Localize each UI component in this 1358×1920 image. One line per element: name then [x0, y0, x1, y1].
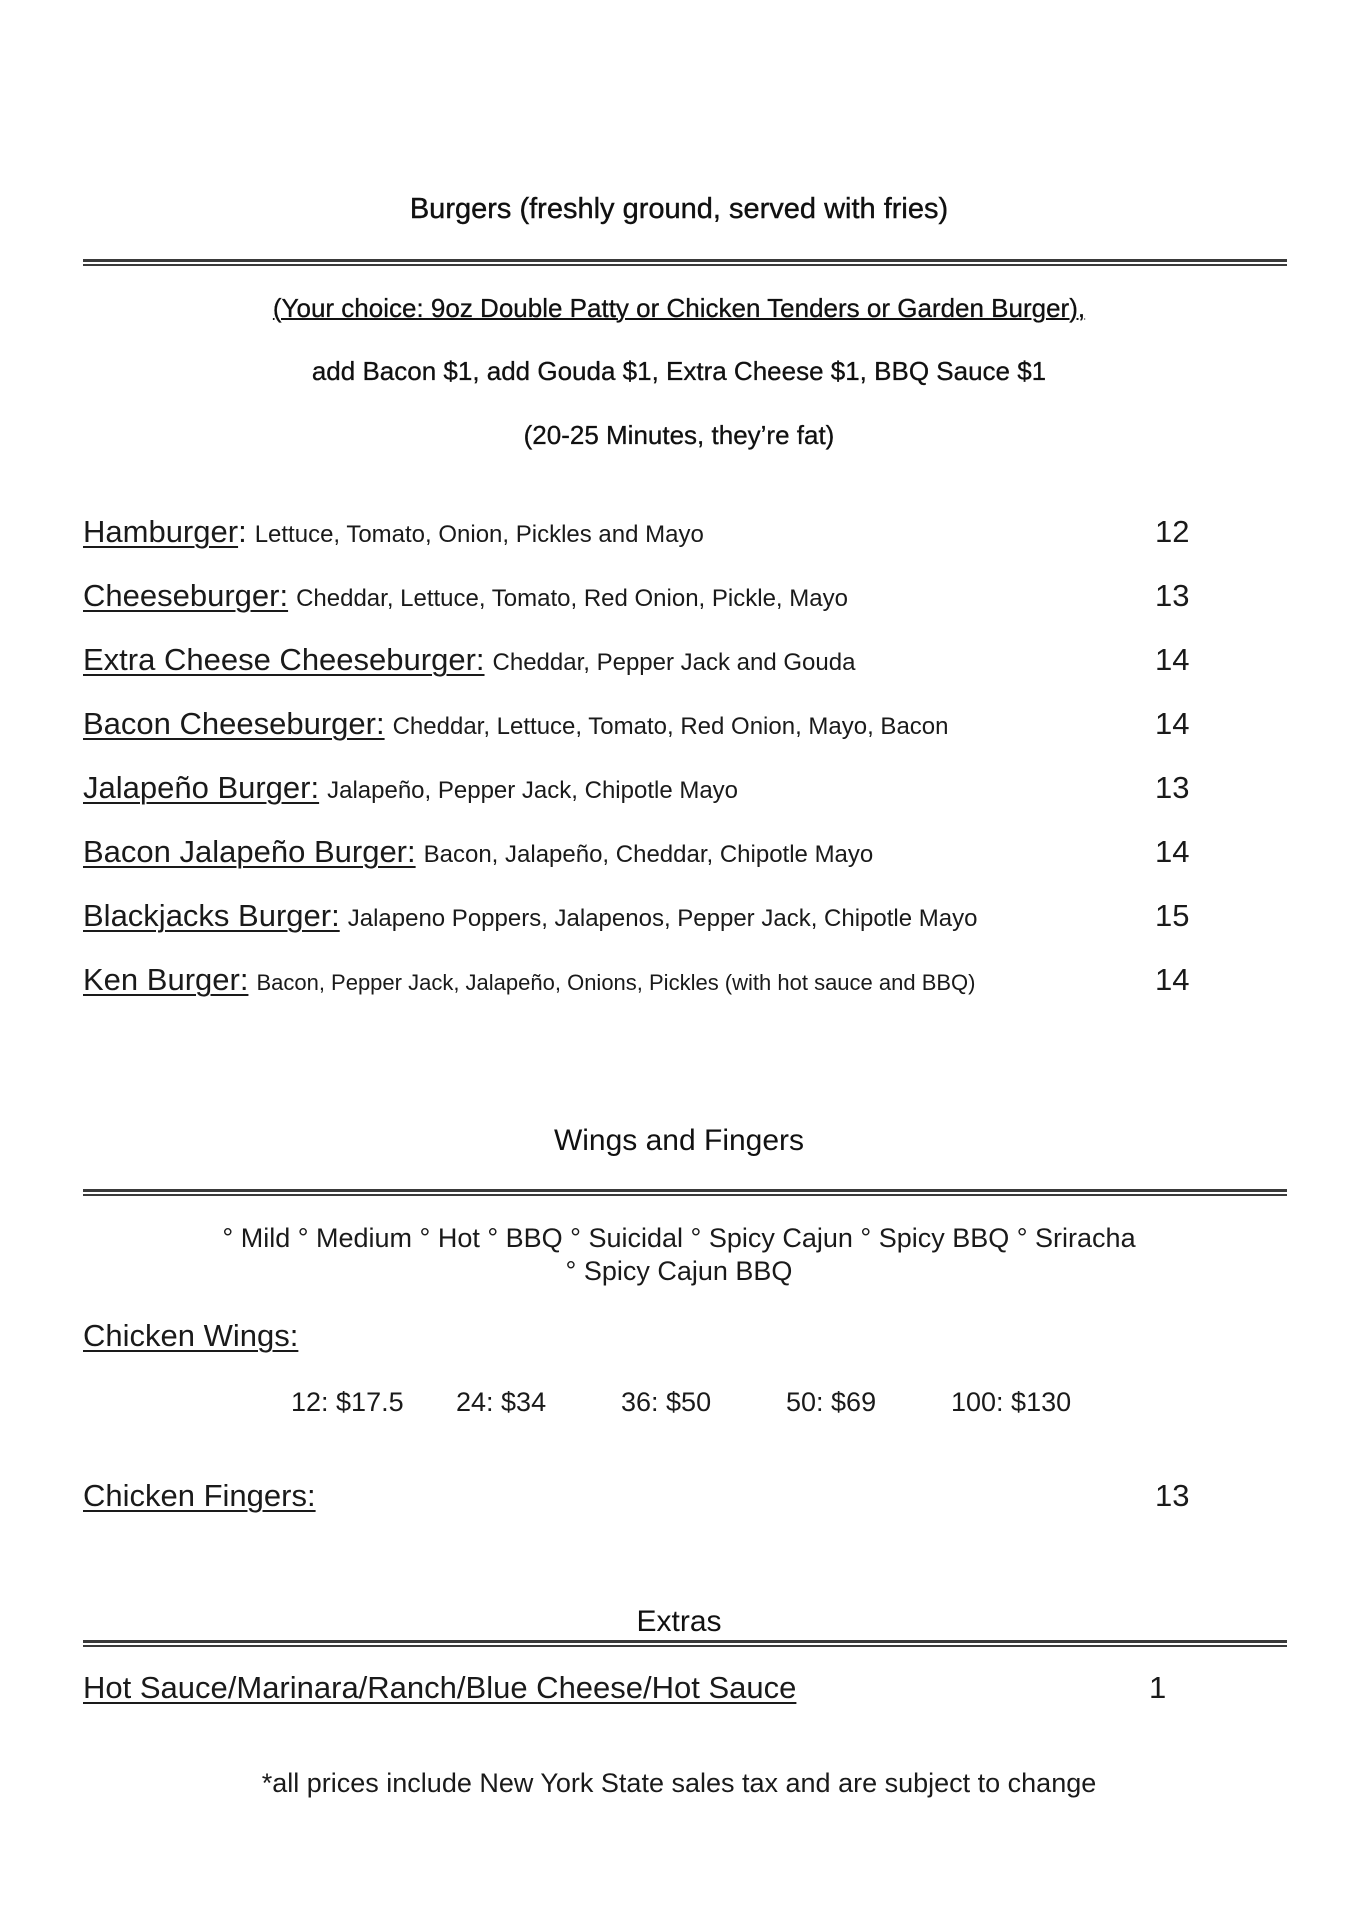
wings-section-title: Wings and Fingers — [553, 1124, 805, 1157]
menu-item-name: Extra Cheese Cheeseburger: — [83, 642, 485, 677]
menu-item-price: 14 — [1155, 962, 1190, 997]
burgers-time-note: (20-25 Minutes, they’re fat) — [523, 420, 835, 450]
menu-item-price: 13 — [1155, 578, 1190, 613]
menu-item-name: Bacon Cheeseburger: — [83, 706, 385, 741]
chicken-fingers-label: Chicken Fingers: — [83, 1478, 316, 1513]
menu-item-blackjacks-burger — [83, 898, 1203, 938]
extras-item-name: Hot Sauce/Marinara/Ranch/Blue Cheese/Hot Sauce — [83, 1670, 797, 1705]
menu-item-description: Cheddar, Lettuce, Tomato, Red Onion, Mayo, Bacon — [392, 713, 949, 740]
menu-item-price: 14 — [1155, 706, 1190, 741]
menu-item-price: 14 — [1155, 642, 1190, 677]
menu-item-cheeseburger — [83, 578, 1203, 618]
menu-item-extra-cheese-cheeseburger — [83, 642, 1203, 682]
menu-item-name: Jalapeño Burger: — [83, 770, 320, 805]
extras-item-row — [83, 1670, 1203, 1710]
menu-item-price: 13 — [1155, 770, 1190, 805]
menu-item-name: Cheeseburger: — [83, 578, 289, 613]
chicken-wings-label: Chicken Wings: — [83, 1318, 299, 1353]
chicken-fingers-row — [83, 1478, 1203, 1518]
menu-item-description: Jalapeño, Pepper Jack, Chipotle Mayo — [327, 777, 739, 804]
menu-item-price: 14 — [1155, 834, 1190, 869]
extras-section-rule — [83, 1640, 1287, 1647]
menu-item-name: Blackjacks Burger: — [83, 898, 340, 933]
wing-price-12: 12: $17.5 — [291, 1387, 404, 1417]
chicken-fingers-price: 13 — [1155, 1478, 1190, 1513]
burgers-choice-note-text: (Your choice: 9oz Double Patty or Chicken Tenders or Garden Burger), — [272, 293, 1086, 323]
wing-price-36: 36: $50 — [621, 1387, 712, 1417]
menu-item-price: 15 — [1155, 898, 1190, 933]
menu-item-description: Lettuce, Tomato, Onion, Pickles and Mayo — [254, 521, 704, 548]
menu-item-colon: : — [238, 514, 247, 549]
menu-item-description: Bacon, Pepper Jack, Jalapeño, Onions, Pickles (with hot sauce and BBQ) — [256, 970, 976, 995]
menu-item-name: Hamburger — [83, 514, 239, 549]
tax-footnote: *all prices include New York State sales tax and are subject to change — [261, 1768, 1097, 1798]
menu-item-jalapeno-burger — [83, 770, 1203, 810]
menu-item-name: Bacon Jalapeño Burger: — [83, 834, 416, 869]
wing-price-24: 24: $34 — [456, 1387, 547, 1417]
menu-item-bacon-cheeseburger — [83, 706, 1203, 746]
burgers-section-title: Burgers (freshly ground, served with fries) — [409, 193, 949, 225]
wing-sauces-line-1: ° Mild ° Medium ° Hot ° BBQ ° Suicidal ° Spicy Cajun ° Spicy BBQ ° Sriracha — [222, 1223, 1136, 1253]
burgers-choice-note — [0, 293, 1358, 324]
extras-item-price: 1 — [1149, 1670, 1167, 1705]
extras-section-title: Extras — [636, 1605, 722, 1638]
menu-item-description: Bacon, Jalapeño, Cheddar, Chipotle Mayo — [423, 841, 874, 868]
wings-section-rule — [83, 1189, 1287, 1196]
menu-item-price: 12 — [1155, 514, 1190, 549]
menu-item-ken-burger — [83, 962, 1203, 1002]
chicken-wings-row — [83, 1318, 1203, 1358]
menu-item-description: Cheddar, Pepper Jack and Gouda — [492, 649, 856, 676]
menu-item-bacon-jalapeno-burger — [83, 834, 1203, 874]
menu-item-description: Jalapeno Poppers, Jalapenos, Pepper Jack, Chipotle Mayo — [347, 905, 978, 932]
burgers-addons-note: add Bacon $1, add Gouda $1, Extra Cheese $1, BBQ Sauce $1 — [311, 356, 1047, 386]
menu-item-description: Cheddar, Lettuce, Tomato, Red Onion, Pickle, Mayo — [296, 585, 848, 612]
wing-price-100: 100: $130 — [951, 1387, 1072, 1417]
menu-item-hamburger — [83, 514, 1203, 554]
burgers-section-rule — [83, 259, 1287, 266]
wing-sauces-line-2: ° Spicy Cajun BBQ — [565, 1256, 793, 1286]
menu-item-name: Ken Burger: — [83, 962, 249, 997]
wing-price-50: 50: $69 — [786, 1387, 877, 1417]
